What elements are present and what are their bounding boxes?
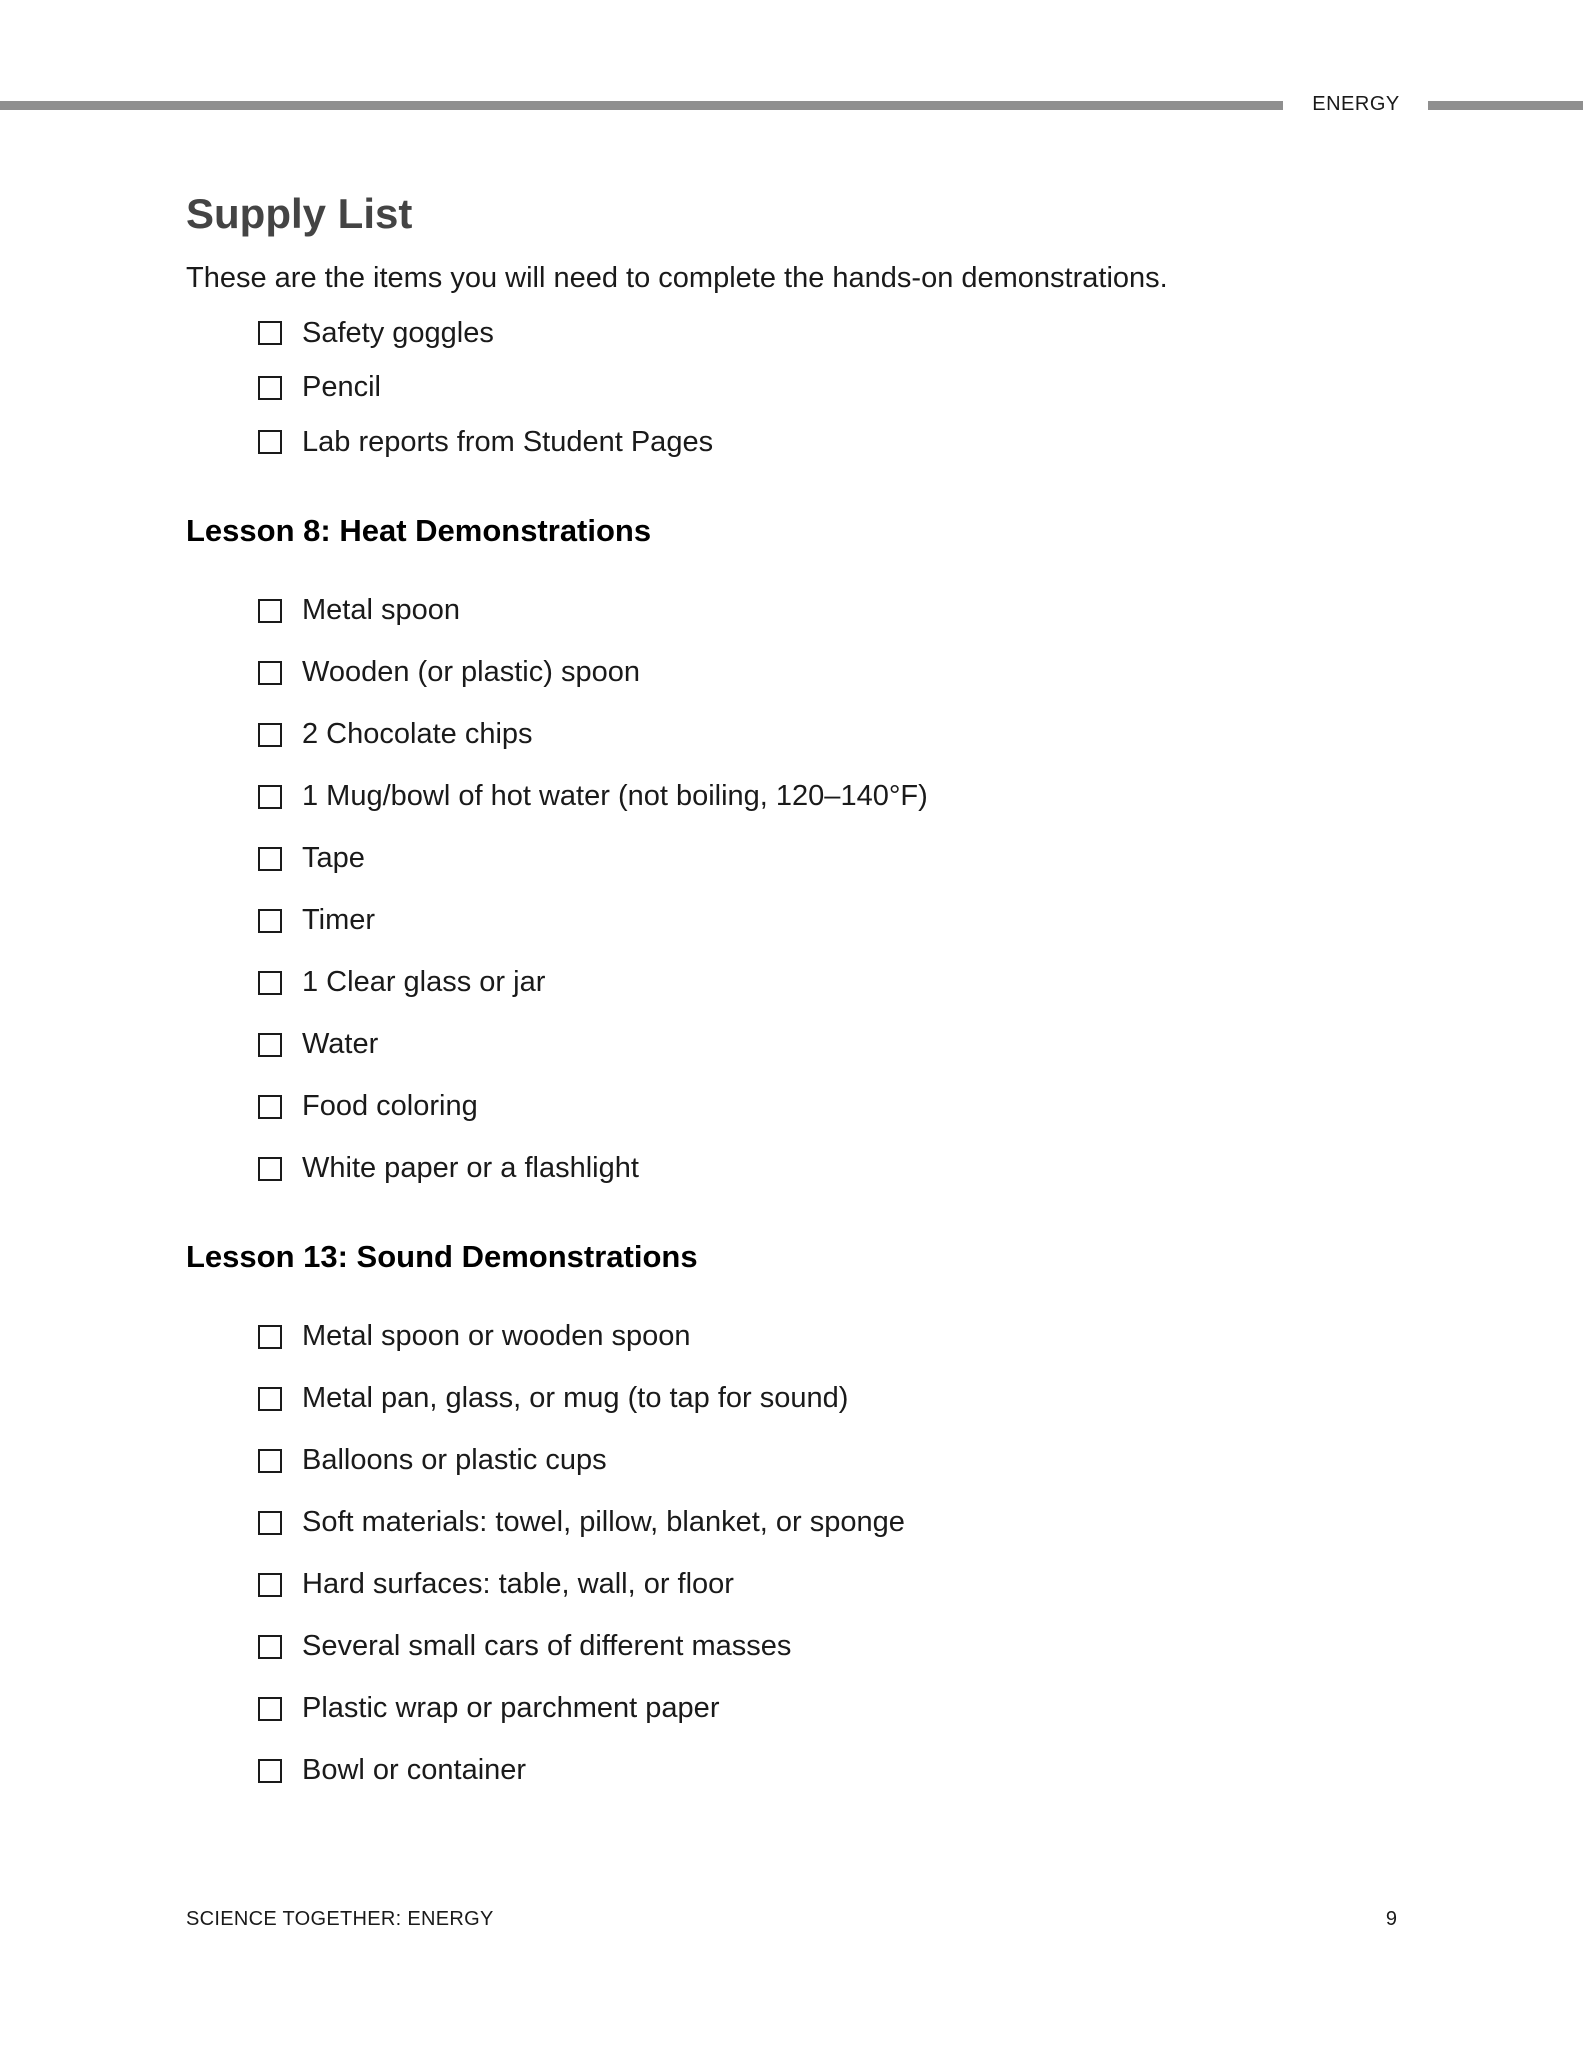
list-item-label: Several small cars of different masses [302,1630,792,1662]
list-item-label: Wooden (or plastic) spoon [302,656,640,688]
checkbox[interactable] [258,1157,282,1181]
list-item-label: Pencil [302,371,381,404]
checkbox[interactable] [258,430,282,454]
checkbox[interactable] [258,1573,282,1597]
list-item [258,828,1416,890]
list-item-label: Timer [302,904,376,936]
checkbox[interactable] [258,376,282,400]
checkbox[interactable] [258,1387,282,1411]
list-item [258,1368,1416,1430]
list-item [258,1740,1416,1802]
list-item [258,890,1416,952]
list-item [258,952,1416,1014]
list-item-label: Safety goggles [302,316,494,349]
list-item [258,306,1416,361]
footer-book-title: SCIENCE TOGETHER: ENERGY [186,1908,494,1930]
checkbox[interactable] [258,321,282,345]
list-item-label: Metal pan, glass, or mug (to tap for sound) [302,1382,849,1414]
general-supply-list [186,306,1416,470]
list-item [258,1076,1416,1138]
list-item [258,415,1416,470]
checkbox[interactable] [258,971,282,995]
list-item [258,580,1416,642]
list-item [258,1492,1416,1554]
checkbox[interactable] [258,1511,282,1535]
list-item [258,1430,1416,1492]
intro-text: These are the items you will need to complete the hands-on demonstrations. [186,262,1168,294]
checkbox[interactable] [258,1697,282,1721]
section-heading-lesson-8: Lesson 8: Heat Demonstrations [186,512,652,548]
list-item [258,642,1416,704]
list-item [258,1554,1416,1616]
list-item-label: Metal spoon [302,594,460,626]
list-item-label: Water [302,1028,379,1060]
list-item-label: Tape [302,842,365,874]
list-item [258,1678,1416,1740]
checkbox[interactable] [258,1449,282,1473]
checkbox[interactable] [258,1095,282,1119]
list-item-label: Plastic wrap or parchment paper [302,1692,720,1724]
list-item-label: Food coloring [302,1090,478,1122]
checkbox[interactable] [258,1325,282,1349]
checkbox[interactable] [258,909,282,933]
list-item [258,704,1416,766]
checkbox[interactable] [258,723,282,747]
section-heading-lesson-13: Lesson 13: Sound Demonstrations [186,1238,698,1274]
header-rule-left [0,101,1283,110]
page-title: Supply List [186,190,413,237]
list-item-label: 1 Mug/bowl of hot water (not boiling, 120–140°F) [302,780,928,812]
checkbox[interactable] [258,661,282,685]
checkbox[interactable] [258,785,282,809]
checkbox[interactable] [258,1033,282,1057]
list-item [258,1138,1416,1200]
list-item [258,1014,1416,1076]
list-item-label: 2 Chocolate chips [302,718,533,750]
footer-page-number: 9 [1385,1908,1397,1930]
list-item-label: Soft materials: towel, pillow, blanket, or sponge [302,1506,905,1538]
running-head: ENERGY [1312,93,1400,115]
lesson-8-supply-list [186,580,1416,1200]
main-content [186,186,1416,1802]
list-item-label: Lab reports from Student Pages [302,425,714,458]
list-item [258,1616,1416,1678]
list-item-label: Hard surfaces: table, wall, or floor [302,1568,734,1600]
checkbox[interactable] [258,599,282,623]
list-item [258,1306,1416,1368]
checkbox[interactable] [258,1635,282,1659]
list-item-label: Bowl or container [302,1754,527,1786]
list-item [258,361,1416,416]
list-item-label: Metal spoon or wooden spoon [302,1320,691,1352]
header-rule-right [1428,101,1583,110]
list-item-label: 1 Clear glass or jar [302,966,546,998]
list-item [258,766,1416,828]
lesson-13-supply-list [186,1306,1416,1802]
checkbox[interactable] [258,847,282,871]
list-item-label: White paper or a flashlight [302,1152,639,1184]
list-item-label: Balloons or plastic cups [302,1444,607,1476]
checkbox[interactable] [258,1759,282,1783]
